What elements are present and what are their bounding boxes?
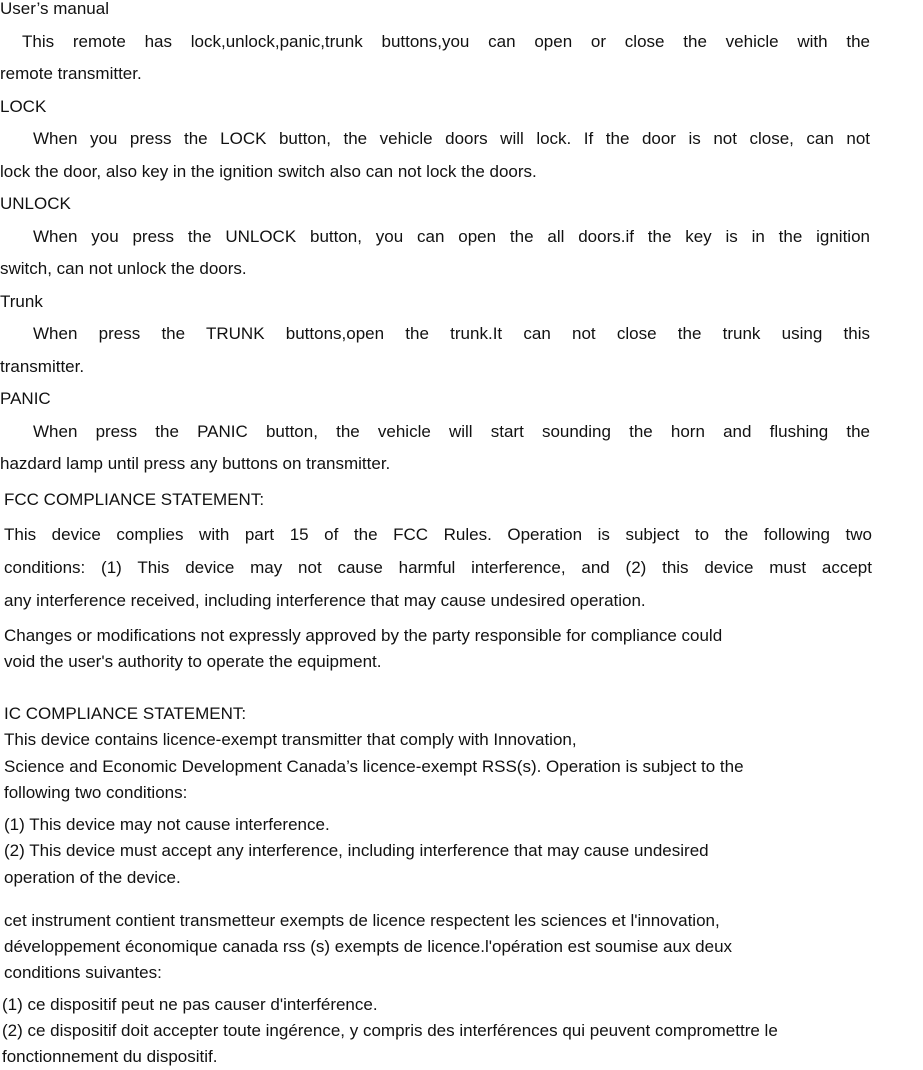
ic-fr-line-1: cet instrument contient transmetteur exempts de licence respectent les sciences et l'innovation, xyxy=(4,911,720,930)
unlock-line-2: switch, can not unlock the doors. xyxy=(0,259,247,278)
intro-line-1: This remote has lock,unlock,panic,trunk buttons,you can open or close the vehicle with the xyxy=(22,32,870,51)
ic-line-3: following two conditions: xyxy=(4,783,188,802)
fcc-p1-line-2: conditions: (1) This device may not cause harmful interference, and (2) this device must accept xyxy=(4,558,872,577)
ic-heading: IC COMPLIANCE STATEMENT: xyxy=(4,704,247,723)
ic-fr-condition-2-line-1: (2) ce dispositif doit accepter toute ingérence, y compris des interférences qui peuvent compromettre le xyxy=(2,1021,778,1040)
ic-fr-line-3: conditions suivantes: xyxy=(4,963,162,982)
ic-condition-1: (1) This device may not cause interference. xyxy=(4,815,330,834)
ic-fr-condition-1: (1) ce dispositif peut ne pas causer d'interférence. xyxy=(2,995,378,1014)
lock-line-1: When you press the LOCK button, the vehicle doors will lock. If the door is not close, can not xyxy=(33,129,870,148)
panic-line-1: When press the PANIC button, the vehicle will start sounding the horn and flushing the xyxy=(33,422,870,441)
ic-condition-2-line-2: operation of the device. xyxy=(4,868,181,887)
panic-line-2: hazdard lamp until press any buttons on transmitter. xyxy=(0,454,391,473)
lock-line-2: lock the door, also key in the ignition switch also can not lock the doors. xyxy=(0,162,537,181)
fcc-p2-line-1: Changes or modifications not expressly approved by the party responsible for compliance could xyxy=(4,626,723,645)
ic-line-1: This device contains licence-exempt transmitter that comply with Innovation, xyxy=(4,730,577,749)
manual-title: User’s manual xyxy=(0,0,109,18)
lock-heading: LOCK xyxy=(0,97,47,116)
panic-heading: PANIC xyxy=(0,389,51,408)
trunk-line-2: transmitter. xyxy=(0,357,85,376)
unlock-line-1: When you press the UNLOCK button, you can open the all doors.if the key is in the ignition xyxy=(33,227,870,246)
unlock-heading: UNLOCK xyxy=(0,194,71,213)
ic-condition-2-line-1: (2) This device must accept any interference, including interference that may cause undesired xyxy=(4,841,709,860)
trunk-heading: Trunk xyxy=(0,292,43,311)
fcc-p1-line-1: This device complies with part 15 of the FCC Rules. Operation is subject to the following two xyxy=(4,525,872,544)
fcc-heading: FCC COMPLIANCE STATEMENT: xyxy=(4,490,265,509)
ic-fr-condition-2-line-2: fonctionnement du dispositif. xyxy=(2,1047,218,1066)
fcc-p1-line-3: any interference received, including interference that may cause undesired operation. xyxy=(4,591,646,610)
trunk-line-1: When press the TRUNK buttons,open the trunk.It can not close the trunk using this xyxy=(33,324,870,343)
intro-line-2: remote transmitter. xyxy=(0,64,142,83)
fcc-p2-line-2: void the user's authority to operate the equipment. xyxy=(4,652,382,671)
ic-line-2: Science and Economic Development Canada’s licence-exempt RSS(s). Operation is subject to the xyxy=(4,757,744,776)
ic-fr-line-2: développement économique canada rss (s) exempts de licence.l'opération est soumise aux deux xyxy=(4,937,733,956)
